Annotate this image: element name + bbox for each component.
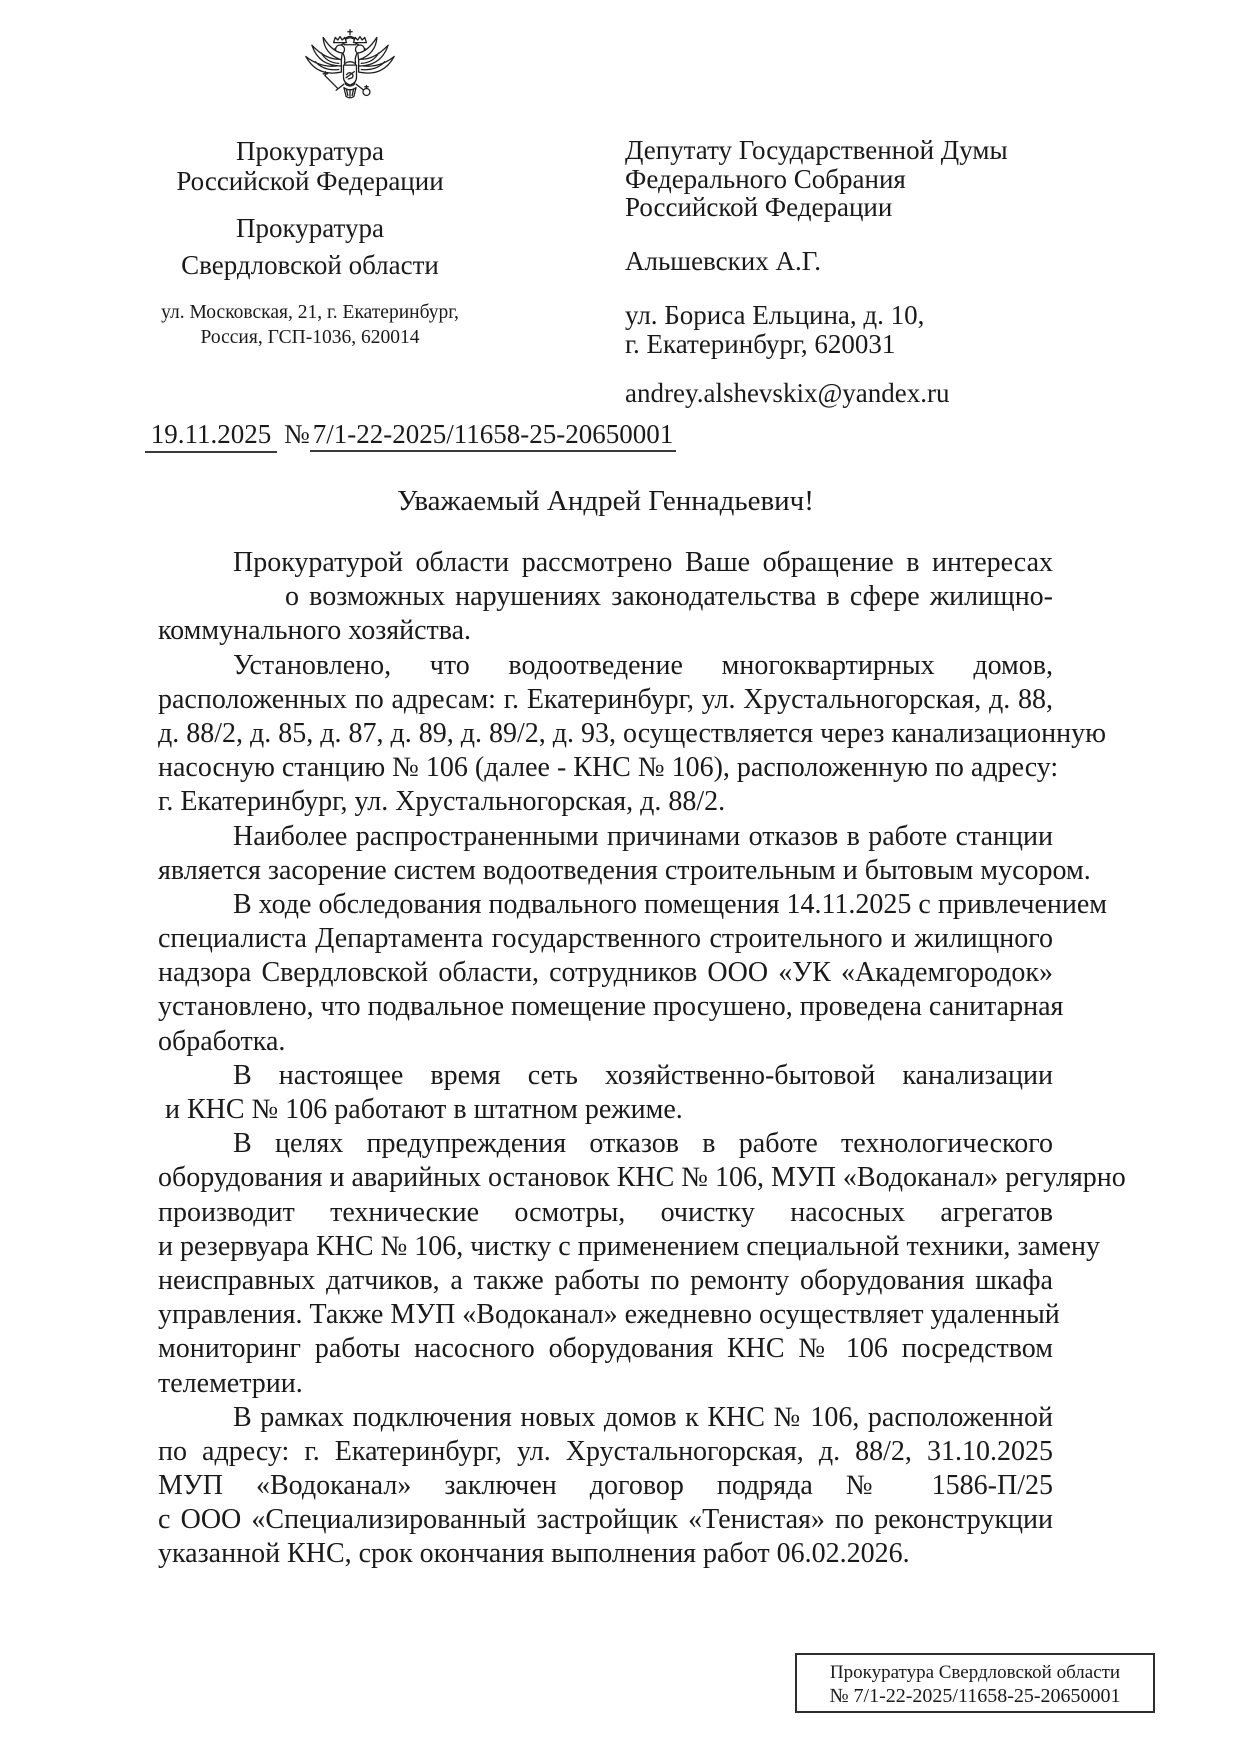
body-line: и КНС № 106 работают в штатном режиме. xyxy=(165,1094,683,1125)
body-line: насосную станцию № 106 (далее - КНС № 106), расположенную по адресу: xyxy=(158,752,1059,784)
reference-date: 19.11.2025 xyxy=(145,419,277,453)
sender-division-line: Свердловской области xyxy=(181,250,439,280)
letter-body xyxy=(158,546,1126,1572)
number-sign: № xyxy=(829,1685,849,1707)
body-line: специалиста Департамента государственного строительного и жилищного xyxy=(158,923,1053,955)
body-line: Прокуратурой области рассмотрено Ваше обращение в интересах xyxy=(233,547,1053,578)
number-sign: № xyxy=(284,419,310,449)
body-line: надзора Свердловской области, сотрудников ООО «УК «Академгородок» xyxy=(158,957,1053,989)
body-line: В целях предупреждения отказов в работе технологического xyxy=(233,1128,1053,1160)
body-line: Наиболее распространенными причинами отказов в работе станции xyxy=(233,820,1053,852)
stamp-number-line xyxy=(797,1684,1153,1708)
sender-block xyxy=(140,136,480,350)
recipient-address-line: г. Екатеринбург, 620031 xyxy=(625,328,896,359)
body-line: с ООО «Специализированный застройщик «Тенистая» по реконструкции xyxy=(158,1504,1053,1536)
body-line: и резервуара КНС № 106, чистку с применением специальной техники, замену xyxy=(158,1230,1100,1262)
recipient-name: Альшевских А.Г. xyxy=(625,245,822,276)
recipient-address-line: ул. Бориса Ельцина, д. 10, xyxy=(625,300,925,330)
body-line: Установлено, что водоотведение многоквартирных домов, xyxy=(233,649,1053,681)
recipient-title-line: Российской Федерации xyxy=(625,192,893,222)
reference-line xyxy=(145,419,676,453)
sender-org-line: Прокуратура xyxy=(236,136,384,166)
body-line: неисправных датчиков, а также работы по ремонту оборудования шкафа xyxy=(158,1264,1053,1296)
body-line: обработка. xyxy=(158,1025,286,1057)
body-line: г. Екатеринбург, ул. Хрустальногорская, д. 88/2. xyxy=(158,786,726,818)
body-line: д. 88/2, д. 85, д. 87, д. 89, д. 89/2, д. 93, осуществляется через канализационную xyxy=(158,717,1107,749)
registration-stamp xyxy=(795,1653,1155,1713)
sender-org-line: Российской Федерации xyxy=(176,166,444,196)
salutation: Уважаемый Андрей Геннадьевич! xyxy=(397,485,814,517)
stamp-org: Прокуратура Свердловской области xyxy=(829,1662,1121,1683)
recipient-title-line: Федерального Собрания xyxy=(625,163,906,194)
sender-address-line: Россия, ГСП-1036, 620014 xyxy=(200,327,420,348)
reference-number: 7/1-22-2025/11658-25-20650001 xyxy=(310,419,676,452)
body-line: В настоящее время сеть хозяйственно-бытовой канализации xyxy=(233,1059,1053,1091)
body-line: оборудования и аварийных остановок КНС № 106, МУП «Водоканал» регулярно xyxy=(158,1162,1126,1194)
body-line: В рамках подключения новых домов к КНС № 106, расположенной xyxy=(233,1401,1053,1433)
body-line: указанной КНС, срок окончания выполнения работ 06.02.2026. xyxy=(158,1538,910,1570)
body-line: производит технические осмотры, очистку насосных агрегатов xyxy=(158,1196,1053,1228)
recipient-email: andrey.alshevskix@yandex.ru xyxy=(625,378,950,408)
body-line: МУП «Водоканал» заключен договор подряда № 1586-П/25 xyxy=(158,1470,1053,1502)
sender-division-line: Прокуратура xyxy=(236,213,384,243)
body-line: В ходе обследования подвального помещения 14.11.2025 с привлечением xyxy=(233,888,1107,920)
body-line: телеметрии. xyxy=(158,1367,303,1399)
body-line: о возможных нарушениях законодательства в сфере жилищно- xyxy=(285,581,1053,613)
russia-coat-of-arms-icon xyxy=(298,24,402,134)
body-line: по адресу: г. Екатеринбург, ул. Хрустальногорская, д. 88/2, 31.10.2025 xyxy=(158,1435,1053,1467)
body-line: коммунального хозяйства. xyxy=(158,615,472,647)
body-line: расположенных по адресам: г. Екатеринбург, ул. Хрустальногорская, д. 88, xyxy=(158,683,1053,715)
stamp-number: 7/1-22-2025/11658-25-20650001 xyxy=(853,1685,1121,1707)
body-line: мониторинг работы насосного оборудования КНС № 106 посредством xyxy=(158,1333,1053,1365)
body-line: управления. Также МУП «Водоканал» ежедневно осуществляет удаленный xyxy=(158,1299,1060,1331)
body-line: является засорение систем водоотведения строительным и бытовым мусором. xyxy=(158,854,1091,886)
sender-address-line: ул. Московская, 21, г. Екатеринбург, xyxy=(161,302,459,323)
body-line: установлено, что подвальное помещение просушено, проведена санитарная xyxy=(158,991,1064,1023)
recipient-block xyxy=(625,136,1095,408)
recipient-title-line: Депутату Государственной Думы xyxy=(625,135,1008,165)
